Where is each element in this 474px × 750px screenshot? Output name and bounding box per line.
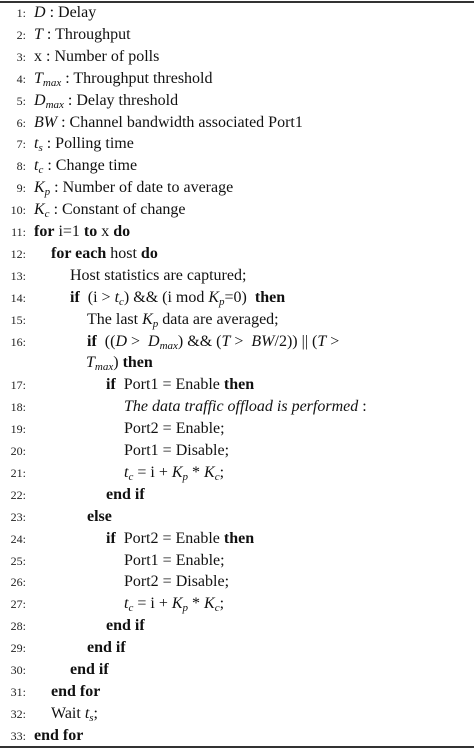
line-text: Port1 = Enable; — [124, 551, 225, 569]
line-text: end for — [34, 726, 84, 744]
line-number: 5: — [16, 93, 26, 108]
line-number: 19: — [10, 422, 26, 437]
line-number: 30: — [10, 663, 26, 677]
line-text: Port2 = Disable; — [124, 573, 230, 591]
line-text: if ($(D > D_{max})$ && (T > BW/2)) || (T > — [87, 332, 340, 352]
bottom-rule — [0, 746, 474, 748]
line-text: $K_p$ : Number of date to average — [34, 179, 234, 199]
line-text: $T_{max}$ : Throughput threshold — [34, 69, 213, 89]
line-text: if Port1 = Enable then — [106, 376, 255, 394]
line-text: $K_c$ : Constant of change — [34, 201, 186, 221]
line-text-continuation: $T_{max}$) then — [86, 354, 153, 374]
line-number: 25: — [10, 553, 26, 568]
line-text: D : Delay — [34, 4, 97, 21]
line-text: else — [87, 507, 112, 525]
line-text: $D_{max}$ : Delay threshold — [34, 91, 179, 111]
line-text: The data traffic offload is performed : — [124, 398, 367, 416]
line-text: Port2 = Enable; — [124, 420, 225, 438]
line-text: for i=1 to x do — [34, 223, 131, 240]
line-text: $t_c = i + K_p * K_c$; — [124, 595, 225, 615]
line-number: 23: — [10, 509, 26, 524]
line-number: 16: — [10, 334, 26, 349]
line-number: 17: — [10, 378, 26, 393]
line-text: The last $K_p$ data are averaged; — [87, 310, 279, 330]
line-number: 9: — [16, 181, 26, 196]
line-number: 6: — [16, 115, 26, 130]
line-text: $t_c$ : Change time — [34, 157, 138, 177]
line-number: 8: — [16, 159, 26, 174]
line-text: Wait $t_s$; — [51, 704, 98, 724]
line-text: end if — [70, 661, 109, 678]
line-number: 21: — [10, 465, 26, 480]
line-number: 24: — [10, 531, 26, 546]
line-text: $t_c = i + K_p * K_c$; — [124, 463, 225, 483]
line-number: 22: — [10, 487, 26, 502]
line-number: 7: — [16, 137, 26, 152]
line-text: $t_s$ : Polling time — [34, 135, 134, 155]
line-number: 13: — [10, 268, 26, 283]
line-text: if $(i > t_c)$ && (i mod $K_p=0$) then — [70, 288, 286, 308]
line-number: 32: — [10, 706, 26, 721]
line-number: 26: — [10, 575, 26, 590]
line-number: 31: — [10, 684, 26, 699]
line-text: end if — [87, 639, 126, 657]
line-number: 11: — [11, 225, 26, 239]
line-text: if Port2 = Enable then — [106, 529, 255, 547]
line-text: x : Number of polls — [34, 47, 160, 65]
line-text: for each host do — [51, 244, 158, 262]
line-number: 2: — [16, 27, 26, 42]
line-number: 1: — [16, 6, 26, 20]
line-number: 4: — [16, 71, 26, 86]
line-number: 12: — [10, 246, 26, 261]
line-text: Host statistics are captured; — [70, 266, 247, 284]
line-number: 10: — [10, 203, 26, 218]
line-number: 18: — [10, 400, 26, 415]
line-number: 33: — [10, 728, 26, 743]
line-number: 29: — [10, 641, 26, 656]
line-text: end if — [106, 485, 145, 503]
line-text: T : Throughput — [34, 25, 131, 43]
line-number: 15: — [10, 312, 26, 327]
line-text: Port1 = Disable; — [124, 442, 230, 459]
line-number: 3: — [16, 49, 26, 64]
line-number: 14: — [10, 290, 26, 305]
line-text: end if — [106, 617, 145, 635]
line-number: 28: — [10, 619, 26, 634]
line-number: 27: — [10, 597, 26, 612]
line-number: 20: — [10, 444, 26, 458]
line-text: end for — [51, 682, 101, 700]
line-text: BW : Channel bandwidth associated Port1 — [34, 113, 303, 131]
